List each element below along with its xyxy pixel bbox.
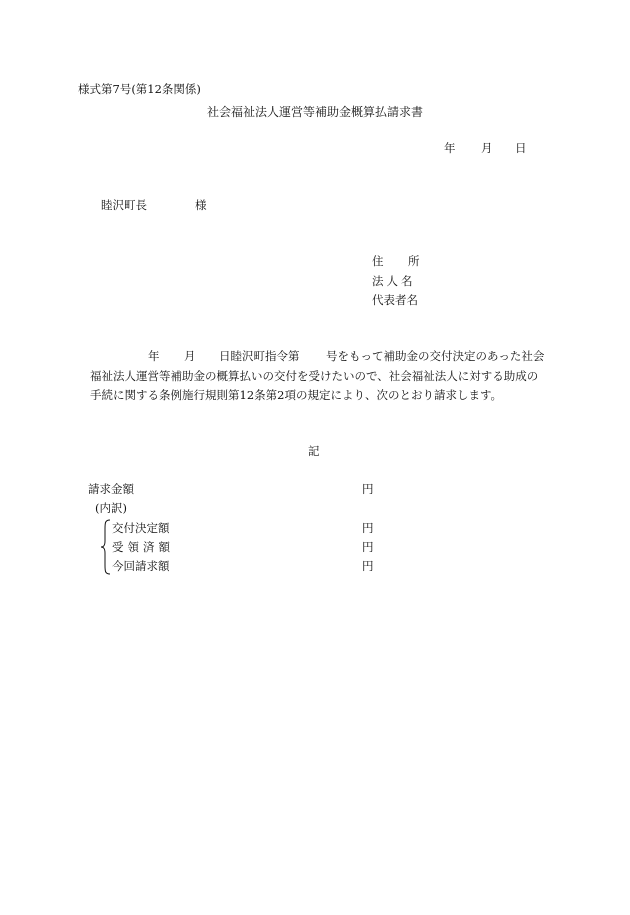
addressee-suffix: 様 [195,198,207,212]
date-year-label: 年 [444,141,456,155]
breakdown-item-received-label: 受領済額 [112,540,174,554]
request-amount-label: 請求金額 [88,482,134,496]
breakdown-item-granted-label: 交付決定額 [112,521,170,535]
applicant-representative-label: 代表者名 [372,293,418,307]
body-month-label: 月 [184,349,196,363]
breakdown-item-received-unit: 円 [362,540,374,554]
applicant-address-label: 住 [372,254,384,268]
body-paragraph-line-3: 手続に関する条例施行規則第12条第2項の規定により、次のとおり請求します。 [90,388,503,402]
date-month-label: 月 [481,141,493,155]
body-directive-label: 日睦沢町指令第 [219,349,300,363]
breakdown-item-granted-unit: 円 [362,521,374,535]
record-mark: 記 [308,444,320,458]
addressee-name: 睦沢町長 [101,198,147,212]
applicant-address-label-tail: 所 [408,254,420,268]
request-amount-unit: 円 [362,482,374,496]
left-brace-icon [100,519,112,575]
applicant-corporation-label: 法人名 [372,274,416,288]
body-paragraph-line-2: 福祉法人運営等補助金の概算払いの交付を受けたいので、社会福祉法人に対する助成の [90,369,539,383]
breakdown-item-current-label: 今回請求額 [112,559,170,573]
body-line-1-end: 号をもって補助金の交付決定のあった社会 [326,349,545,363]
form-number-label: 様式第7号(第12条関係) [78,82,201,96]
breakdown-item-current-unit: 円 [362,559,374,573]
breakdown-label: (内訳) [95,501,127,515]
document-title: 社会福祉法人運営等補助金概算払請求書 [207,105,424,119]
date-day-label: 日 [515,141,527,155]
body-year-label: 年 [148,349,160,363]
